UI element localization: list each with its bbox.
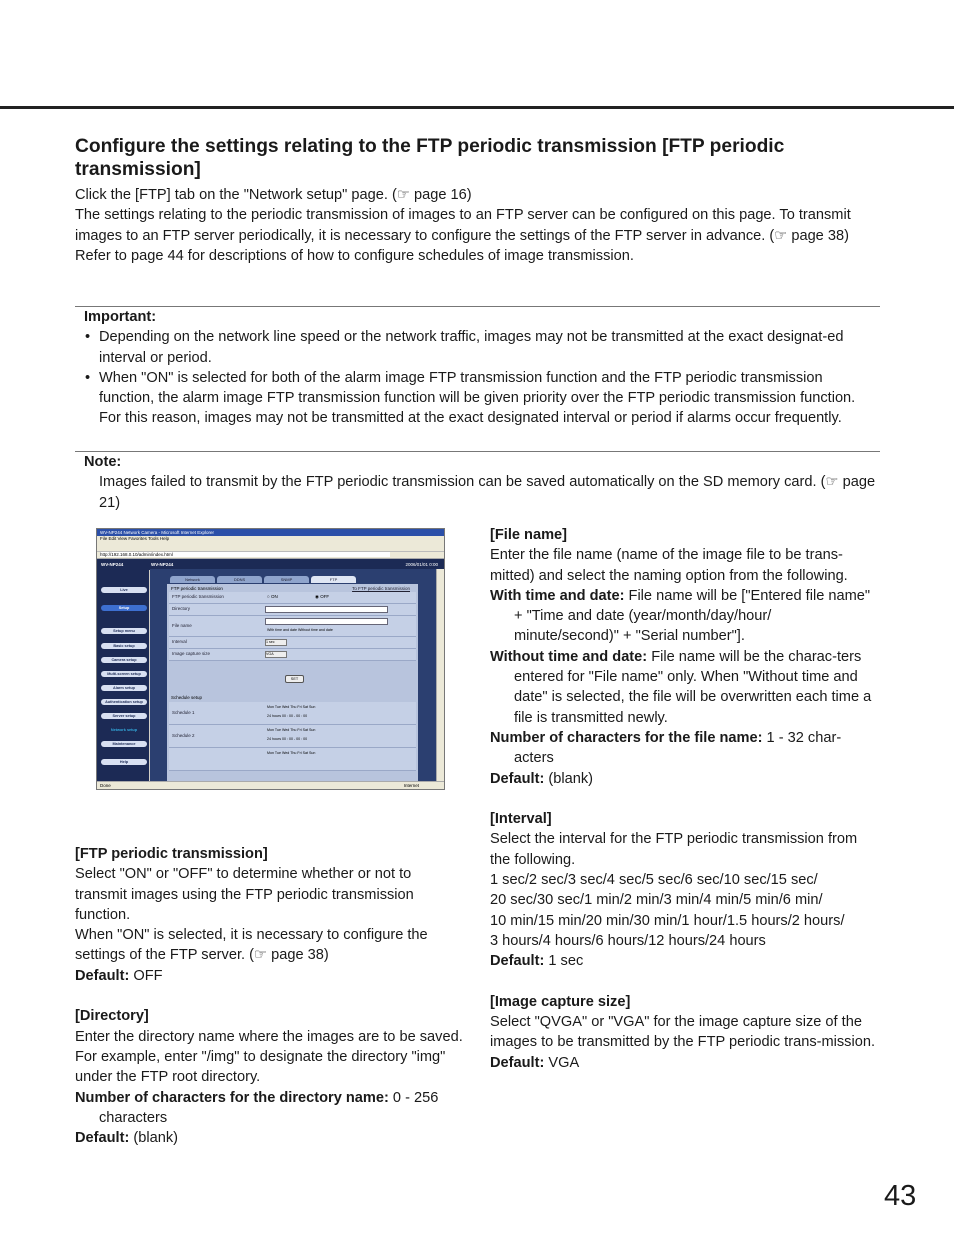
page-number: 43: [884, 1180, 917, 1212]
sidebar-live: Live: [101, 587, 147, 593]
tab-ftp: FTP: [311, 576, 356, 583]
set-button: SET: [285, 675, 304, 683]
directory-default-label: Default:: [75, 1130, 130, 1147]
intro-block: [75, 185, 880, 266]
left-column: [75, 844, 465, 1148]
sidebar-server: Server setup: [101, 713, 147, 719]
sidebar-alarm: Alarm setup: [101, 685, 147, 691]
directory-default: (blank): [129, 1130, 178, 1147]
panel-title: FTP periodic transmission: [171, 586, 223, 591]
browser-scrollbar: [436, 569, 444, 781]
capture-size-default: VGA: [544, 1054, 580, 1071]
schedule-title: Schedule setup: [171, 695, 203, 700]
camera-model: WV-NP244: [101, 562, 124, 567]
sidebar-help: Help: [101, 759, 147, 765]
interval-options-2: 20 sec/30 sec/1 min/2 min/3 min/4 min/5 min/6 min/: [490, 892, 823, 909]
row-filename: File name With time and date Without time and date: [169, 616, 416, 637]
window-menu: File Edit View Favorites Tools Help: [97, 536, 444, 541]
filename-num-label: Number of characters for the file name:: [490, 729, 763, 746]
capture-size-default-label: Default:: [490, 1054, 545, 1071]
sidebar-setup: Setup: [101, 605, 147, 611]
sidebar-setup-menu: Setup menu: [101, 628, 147, 634]
with-time-text: File name will be ["Entered file name" + "Time and date (year/month/day/hour/ minute/second)" + "Serial number"].: [514, 587, 871, 645]
important-box: [75, 307, 880, 429]
row-interval: Interval 1 sec: [169, 637, 416, 649]
note-text: Images failed to transmit by the FTP periodic transmission can be saved automatically on the SD memory card. (☞ page 21): [99, 474, 876, 511]
camera-sidebar: [97, 569, 149, 781]
ftp-heading: [FTP periodic transmission]: [75, 846, 268, 862]
row-schedule-2: Schedule 2 Mon Tue Wed Thu Fri Sat Sun 24 hours 00 : 00 - 00 : 00: [169, 725, 416, 748]
without-time-text: File name will be the charac-ters entered for "File name" only. When "Without time and date" is selected, the file will be overwritten each time a file is transmitted newly.: [514, 648, 872, 726]
interval-default-label: Default:: [490, 953, 545, 970]
tab-ddns: DDNS: [217, 576, 262, 583]
top-rule: [0, 106, 954, 109]
setup-screenshot: [96, 528, 445, 790]
filename-num: 1 - 32 char-acters: [514, 729, 842, 767]
important-label: Important:: [84, 309, 157, 325]
interval-options-4: 3 hours/4 hours/6 hours/12 hours/24 hours: [490, 932, 766, 949]
browser-status: Done Internet: [97, 781, 445, 789]
intro-line-1: Click the [FTP] tab on the "Network setup" page. (☞ page 16): [75, 187, 472, 203]
filename-text: Enter the file name (name of the image file to be trans-mitted) and select the naming option from the following.: [490, 547, 848, 584]
interval-options-3: 10 min/15 min/20 min/30 min/1 hour/1.5 hours/2 hours/: [490, 912, 845, 929]
row-ftp-periodic: FTP periodic transmission ○ ON ◉ OFF: [169, 592, 416, 604]
camera-datetime: 2006/01/01 0:00: [405, 562, 438, 567]
sidebar-maintenance: Maintenance: [101, 741, 147, 747]
row-schedule-1: Schedule 1 Mon Tue Wed Thu Fri Sat Sun 24 hours 00 : 00 - 00 : 00: [169, 702, 416, 725]
interval-heading: [Interval]: [490, 811, 552, 828]
interval-text: Select the interval for the FTP periodic transmission from the following.: [490, 831, 858, 868]
directory-heading: [Directory]: [75, 1008, 149, 1025]
sidebar-network: Network setup: [101, 727, 147, 733]
sidebar-auth: Authentication setup: [101, 699, 147, 705]
ftp-default: OFF: [129, 967, 163, 984]
important-item-1: • Depending on the network line speed or the network traffic, images may not be transmitted at the exact designat-ed interval or period.: [85, 329, 844, 366]
ftp-panel: [167, 584, 418, 781]
note-label: Note:: [84, 454, 122, 470]
capture-size-text: Select "QVGA" or "VGA" for the image capture size of the images to be transmitted by the FTP periodic trans-mission.: [490, 1014, 876, 1051]
sidebar-multiscreen: Multi-screen setup: [101, 671, 147, 677]
panel-link: To FTP periodic transmission: [352, 586, 410, 591]
camera-main: [150, 569, 436, 781]
window-title: WV-NP244 Network Camera - Microsoft Internet Explorer: [97, 529, 444, 536]
filename-default: (blank): [544, 770, 593, 787]
right-column: [490, 525, 880, 1073]
filename-heading: [File name]: [490, 527, 568, 543]
row-directory: Directory: [169, 604, 416, 616]
ftp-text-2: When "ON" is selected, it is necessary to configure the settings of the FTP server. (☞ page 38): [75, 927, 428, 964]
directory-num-label: Number of characters for the directory name:: [75, 1089, 389, 1106]
page-heading: Configure the settings relating to the FTP periodic transmission [FTP periodic transmission]: [75, 136, 785, 180]
directory-num: 0 - 256 characters: [99, 1089, 439, 1126]
intro-line-3: Refer to page 44 for descriptions of how to configure schedules of image transmission.: [75, 247, 634, 264]
important-item-2: • When "ON" is selected for both of the alarm image FTP transmission function and the FTP periodic transmission function, the alarm image FTP transmission function will be given priority over the FTP periodic transmission function. For this reason, images may not be transmitted at the exact designated interval or period if alarms occur frequently.: [85, 369, 856, 427]
tab-network: Network: [170, 576, 215, 583]
interval-options-1: 1 sec/2 sec/3 sec/4 sec/5 sec/6 sec/10 sec/15 sec/: [490, 872, 818, 889]
interval-default: 1 sec: [544, 953, 584, 970]
intro-line-2: The settings relating to the periodic transmission of images to an FTP server can be configured on this page. To transmit images to an FTP server periodically, it is necessary to configure the settings of the FTP server in advance. (☞ page 38): [75, 207, 851, 244]
directory-text: Enter the directory name where the images are to be saved.: [75, 1028, 463, 1045]
note-box: [75, 452, 880, 513]
filename-default-label: Default:: [490, 770, 545, 787]
ftp-text: Select "ON" or "OFF" to determine whether or not to transmit images using the FTP periodic transmission function.: [75, 866, 414, 923]
with-time-label: With time and date:: [490, 587, 625, 604]
without-time-label: Without time and date:: [490, 648, 648, 665]
capture-size-heading: [Image capture size]: [490, 993, 631, 1010]
camera-model-2: WV-NP244: [151, 562, 174, 567]
sidebar-camera: Camera setup: [101, 657, 147, 663]
browser-toolbar: [97, 541, 444, 552]
row-capture-size: Image capture size VGA: [169, 649, 416, 661]
address-bar: http://192.168.0.10/admin/index.html: [97, 552, 444, 559]
row-schedule-3: Mon Tue Wed Thu Fri Sat Sun: [169, 748, 416, 771]
ftp-default-label: Default:: [75, 967, 130, 984]
sidebar-basic: Basic setup: [101, 643, 147, 649]
directory-text-2: For example, enter "/img" to designate the directory "img" under the FTP root directory.: [75, 1048, 446, 1086]
tab-snmp: SNMP: [264, 576, 309, 583]
